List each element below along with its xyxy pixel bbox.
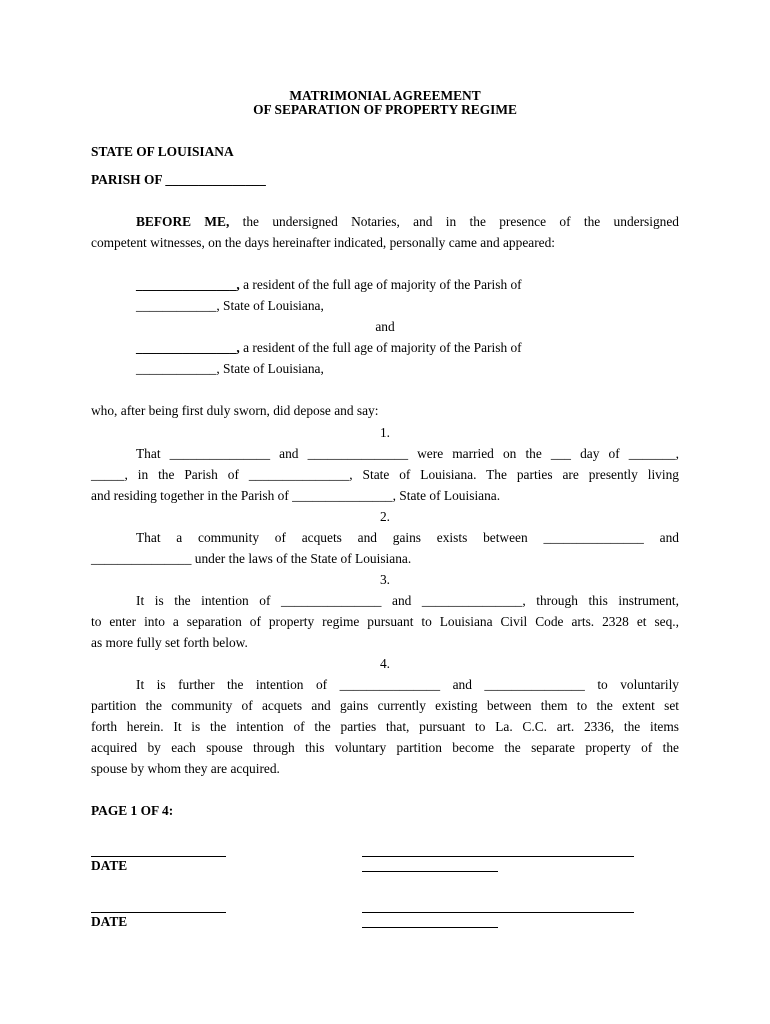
section-line: forth herein. It is the intention of the parties that, pursuant to La. C.C. art. 2336, the items — [91, 719, 679, 734]
and-connector: and — [375, 319, 395, 334]
section-line: That a community of acquets and gains exists between _______________ and — [136, 530, 679, 545]
section-line: spouse by whom they are acquired. — [91, 761, 280, 776]
date-rule — [91, 912, 226, 913]
signature-sub-rule — [362, 927, 498, 928]
party-1-line-1-rest: a resident of the full age of majority of the Parish of — [239, 277, 522, 292]
intro-line-1 — [136, 214, 679, 229]
page-label: PAGE 1 OF 4: — [91, 803, 174, 818]
date-label: DATE — [91, 858, 128, 873]
parish-heading: PARISH OF _______________ — [91, 172, 266, 187]
intro-line-2: competent witnesses, on the days hereinafter indicated, personally came and appeared: — [91, 235, 556, 250]
title-line-2: OF SEPARATION OF PROPERTY REGIME — [253, 102, 517, 117]
section-line: It is further the intention of _______________ and _______________ to voluntarily — [136, 677, 679, 692]
section-number: 2. — [379, 509, 391, 524]
intro-line-1-rest: the undersigned Notaries, and in the presence of the undersigned — [229, 214, 680, 229]
state-heading: STATE OF LOUISIANA — [91, 144, 234, 159]
party-2-line-2: ____________, State of Louisiana, — [136, 361, 324, 376]
section-line: _______________ under the laws of the State of Louisiana. — [91, 551, 412, 566]
intro-lead: BEFORE ME, — [136, 214, 230, 229]
section-line: as more fully set forth below. — [91, 635, 248, 650]
section-line: acquired by each spouse through this voluntary partition become the separate property of the — [91, 740, 679, 755]
sworn-statement: who, after being first duly sworn, did depose and say: — [91, 403, 379, 418]
party-1-line-2: ____________, State of Louisiana, — [136, 298, 324, 313]
section-line: and residing together in the Parish of _______________, State of Louisiana. — [91, 488, 501, 503]
date-rule — [91, 856, 226, 857]
party-2-line-1 — [136, 340, 522, 355]
party-2-blank: _______________, — [136, 340, 240, 355]
section-line: partition the community of acquets and gains currently existing between them to the extent set — [91, 698, 679, 713]
section-line: _____, in the Parish of _______________, State of Louisiana. The parties are presently living — [91, 467, 679, 482]
section-line: to enter into a separation of property regime pursuant to Louisiana Civil Code arts. 2328 et seq., — [91, 614, 679, 629]
section-number: 3. — [379, 572, 391, 587]
signature-rule — [362, 856, 634, 857]
signature-sub-rule — [362, 871, 498, 872]
section-number: 4. — [379, 656, 391, 671]
date-label: DATE — [91, 914, 128, 929]
section-line: That _______________ and _______________ were married on the ___ day of _______, — [136, 446, 679, 461]
section-line: It is the intention of _______________ and _______________, through this instrument, — [136, 593, 679, 608]
party-1-blank: _______________, — [136, 277, 240, 292]
title-line-1: MATRIMONIAL AGREEMENT — [289, 88, 481, 103]
signature-rule — [362, 912, 634, 913]
party-1-line-1 — [136, 277, 522, 292]
party-2-line-1-rest: a resident of the full age of majority of the Parish of — [239, 340, 522, 355]
section-number: 1. — [379, 425, 391, 440]
